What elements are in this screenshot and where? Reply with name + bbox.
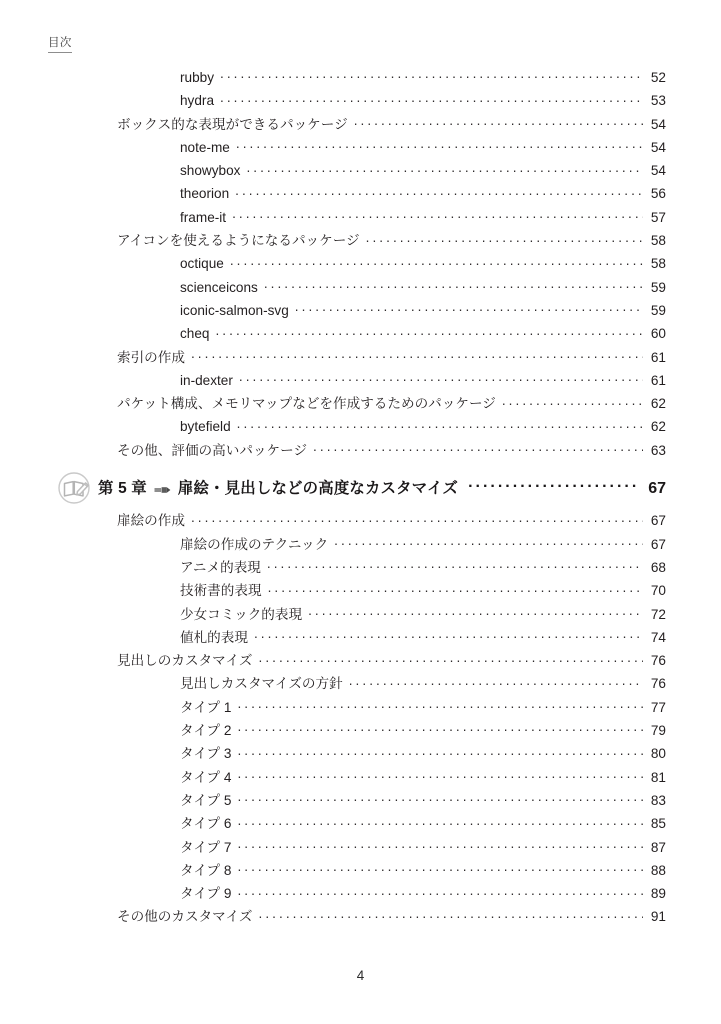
toc-entry[interactable] xyxy=(0,136,721,159)
toc-list xyxy=(0,66,721,929)
toc-entry-page-number: 54 xyxy=(650,116,666,132)
toc-section-upper xyxy=(0,66,721,462)
toc-entry-page-number: 80 xyxy=(650,746,666,762)
toc-entry-title: タイプ 5 xyxy=(180,792,232,808)
pencil-separator-icon xyxy=(154,482,171,492)
toc-entry-title: 扉絵の作成のテクニック xyxy=(180,536,329,552)
leader-dots xyxy=(237,882,643,898)
leader-dots xyxy=(237,415,643,431)
leader-dots xyxy=(220,66,643,82)
leader-dots xyxy=(502,392,643,408)
toc-entry-page-number: 61 xyxy=(650,372,666,388)
leader-dots xyxy=(354,113,643,129)
leader-dots xyxy=(237,859,643,875)
toc-entry-title: frame-it xyxy=(180,209,227,225)
toc-entry[interactable] xyxy=(0,252,721,275)
toc-entry-page-number: 72 xyxy=(650,606,666,622)
toc-entry-page-number: 61 xyxy=(650,349,666,365)
leader-dots xyxy=(237,812,643,828)
toc-entry-title: 見出しカスタマイズの方針 xyxy=(180,676,343,692)
toc-entry[interactable] xyxy=(0,322,721,345)
leader-dots xyxy=(334,533,643,549)
toc-entry[interactable] xyxy=(0,66,721,89)
toc-entry-title: その他、評価の高いパッケージ xyxy=(117,442,308,458)
running-head: 目次 xyxy=(48,36,72,53)
leader-dots xyxy=(237,696,643,712)
toc-entry[interactable] xyxy=(0,882,721,905)
leader-dots xyxy=(366,229,643,245)
toc-entry[interactable] xyxy=(0,415,721,438)
toc-entry-page-number: 62 xyxy=(650,419,666,435)
toc-entry-page-number: 62 xyxy=(650,396,666,412)
toc-entry-page-number: 58 xyxy=(650,233,666,249)
toc-entry[interactable] xyxy=(0,392,721,415)
leader-dots xyxy=(264,276,643,292)
toc-entry-title: タイプ 7 xyxy=(180,839,232,855)
leader-dots xyxy=(246,159,643,175)
toc-entry[interactable] xyxy=(0,603,721,626)
toc-entry-page-number: 89 xyxy=(650,886,666,902)
leader-dots xyxy=(239,369,643,385)
toc-entry[interactable] xyxy=(0,859,721,882)
toc-entry-title: タイプ 1 xyxy=(180,699,232,715)
toc-entry-title: hydra xyxy=(180,93,215,109)
toc-entry-title: in-dexter xyxy=(180,372,233,388)
toc-entry-title: showybox xyxy=(180,163,241,179)
toc-entry[interactable] xyxy=(0,812,721,835)
toc-entry-title: ボックス的な表現ができるパッケージ xyxy=(117,116,348,132)
toc-entry[interactable] xyxy=(0,159,721,182)
leader-dots xyxy=(191,509,643,525)
toc-entry-page-number: 67 xyxy=(650,536,666,552)
toc-entry-page-number: 77 xyxy=(650,699,666,715)
leader-dots xyxy=(220,89,643,105)
toc-entry-page-number: 52 xyxy=(650,70,666,85)
toc-entry-title: bytefield xyxy=(180,419,231,435)
toc-entry-title: 技術書的表現 xyxy=(180,583,262,599)
leader-dots xyxy=(237,789,643,805)
toc-entry[interactable] xyxy=(0,299,721,322)
toc-entry-title: octique xyxy=(180,256,224,272)
toc-entry-page-number: 76 xyxy=(650,676,666,692)
toc-entry[interactable] xyxy=(0,113,721,136)
toc-entry-title: scienceicons xyxy=(180,279,258,295)
toc-entry-page-number: 67 xyxy=(650,513,666,529)
leader-dots xyxy=(191,346,643,362)
toc-entry[interactable] xyxy=(0,346,721,369)
leader-dots xyxy=(232,206,643,222)
toc-entry-page-number: 53 xyxy=(650,93,666,109)
toc-entry-title: 値札的表現 xyxy=(180,629,248,645)
leader-dots xyxy=(230,252,643,268)
toc-entry-page-number: 79 xyxy=(650,723,666,739)
toc-entry-page-number: 88 xyxy=(650,862,666,878)
leader-dots xyxy=(313,439,643,455)
toc-entry[interactable] xyxy=(0,649,721,672)
toc-entry-title: タイプ 2 xyxy=(180,723,232,739)
toc-entry-page-number: 57 xyxy=(650,209,666,225)
toc-entry[interactable] xyxy=(0,206,721,229)
toc-entry[interactable] xyxy=(0,672,721,695)
toc-entry-title: iconic-salmon-svg xyxy=(180,302,289,318)
toc-entry[interactable] xyxy=(0,836,721,859)
toc-entry-title: タイプ 4 xyxy=(180,769,232,785)
leader-dots xyxy=(236,136,643,152)
toc-entry-page-number: 54 xyxy=(650,163,666,179)
toc-entry-page-number: 68 xyxy=(650,559,666,575)
leader-dots xyxy=(259,649,643,665)
toc-entry-page-number: 63 xyxy=(650,442,666,458)
toc-entry-title: タイプ 8 xyxy=(180,862,232,878)
toc-entry-title: アニメ的表現 xyxy=(180,559,261,575)
toc-entry[interactable] xyxy=(0,905,721,928)
toc-entry[interactable] xyxy=(0,696,721,719)
toc-entry[interactable] xyxy=(0,439,721,462)
leader-dots xyxy=(235,182,643,198)
toc-entry-page-number: 83 xyxy=(650,792,666,808)
toc-entry-page-number: 70 xyxy=(650,583,666,599)
toc-entry-title: タイプ 3 xyxy=(180,746,232,762)
toc-entry-page-number: 56 xyxy=(650,186,666,202)
leader-dots xyxy=(215,322,643,338)
toc-entry-title: 見出しのカスタマイズ xyxy=(117,653,253,669)
toc-entry[interactable] xyxy=(0,89,721,112)
leader-dots xyxy=(295,299,643,315)
toc-entry-title: タイプ 6 xyxy=(180,816,232,832)
toc-entry-page-number: 81 xyxy=(650,769,666,785)
toc-entry-title: 少女コミック的表現 xyxy=(180,606,303,622)
leader-dots xyxy=(268,579,643,595)
toc-entry[interactable] xyxy=(0,276,721,299)
leader-dots xyxy=(259,905,643,921)
toc-entry[interactable] xyxy=(0,789,721,812)
leader-dots xyxy=(308,603,643,619)
toc-section-lower xyxy=(0,509,721,928)
toc-chapter-entry[interactable] xyxy=(0,476,721,499)
leader-dots xyxy=(267,556,643,572)
leader-dots xyxy=(237,836,643,852)
toc-entry-page-number: 60 xyxy=(650,326,666,342)
toc-entry-title: rubby xyxy=(180,70,215,85)
leader-dots xyxy=(254,626,643,642)
toc-entry-page-number: 54 xyxy=(650,139,666,155)
toc-entry-page-number: 59 xyxy=(650,302,666,318)
chapter-title: 扉絵・見出しなどの高度なカスタマイズ xyxy=(177,480,459,498)
page-number-footer: 4 xyxy=(356,968,365,983)
toc-entry-page-number: 58 xyxy=(650,256,666,272)
book-pencil-icon xyxy=(57,472,97,504)
toc-entry-page-number: 91 xyxy=(650,909,666,925)
toc-entry[interactable] xyxy=(0,579,721,602)
toc-entry-title: theorion xyxy=(180,186,230,202)
toc-entry-title: 扉絵の作成 xyxy=(117,513,185,529)
toc-entry[interactable] xyxy=(0,229,721,252)
toc-entry[interactable] xyxy=(0,626,721,649)
toc-entry-page-number: 76 xyxy=(650,653,666,669)
leader-dots xyxy=(237,719,643,735)
leader-dots xyxy=(237,766,643,782)
chapter-page-number: 67 xyxy=(648,480,666,498)
toc-entry[interactable] xyxy=(0,509,721,532)
toc-entry[interactable] xyxy=(0,556,721,579)
toc-entry-page-number: 74 xyxy=(650,629,666,645)
toc-entry[interactable] xyxy=(0,182,721,205)
leader-dots xyxy=(237,742,643,758)
toc-entry-title: note-me xyxy=(180,139,230,155)
toc-entry[interactable] xyxy=(0,719,721,742)
toc-entry-title: その他のカスタマイズ xyxy=(117,909,253,925)
toc-entry-title: パケット構成、メモリマップなどを作成するためのパッケージ xyxy=(117,396,496,412)
toc-entry-page-number: 87 xyxy=(650,839,666,855)
toc-entry[interactable] xyxy=(0,369,721,392)
toc-entry-title: タイプ 9 xyxy=(180,886,232,902)
leader-dots xyxy=(349,672,643,688)
chapter-number: 第 5 章 xyxy=(98,480,147,498)
toc-entry-title: アイコンを使えるようになるパッケージ xyxy=(117,233,360,249)
toc-entry[interactable] xyxy=(0,742,721,765)
toc-entry-page-number: 85 xyxy=(650,816,666,832)
toc-entry-title: cheq xyxy=(180,326,210,342)
leader-dots xyxy=(468,477,638,493)
toc-entry[interactable] xyxy=(0,533,721,556)
toc-entry[interactable] xyxy=(0,766,721,789)
toc-entry-title: 索引の作成 xyxy=(117,349,185,365)
toc-entry-page-number: 59 xyxy=(650,279,666,295)
